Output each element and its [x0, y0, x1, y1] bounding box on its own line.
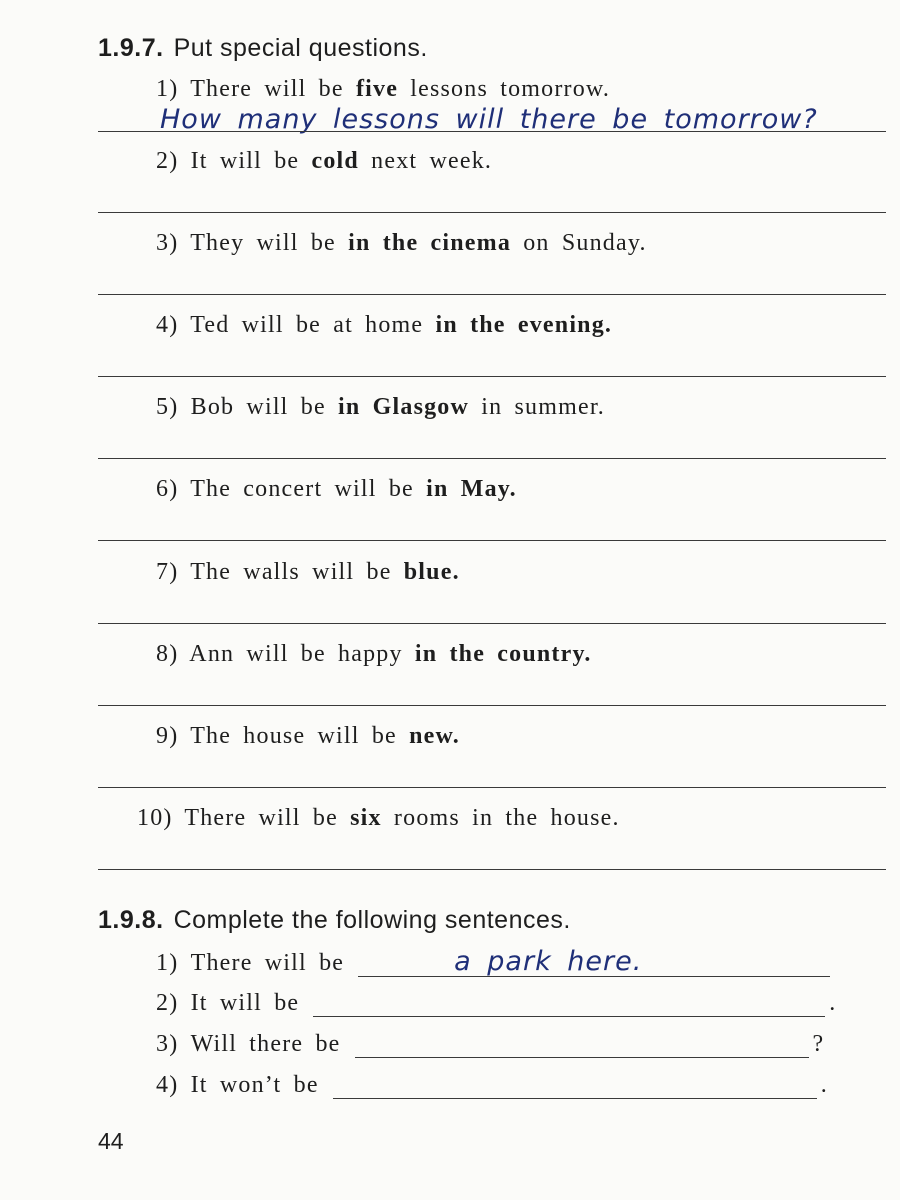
exercise-197-title: Put special questions. [173, 34, 428, 62]
handwritten-answer: a park here. [454, 946, 643, 977]
item-bold-text: in the evening. [435, 312, 613, 338]
question-item-10 [137, 805, 620, 832]
item-text: The concert will be [190, 476, 427, 502]
completion-item-3 [156, 1031, 824, 1058]
fill-blank-2[interactable] [313, 994, 825, 1017]
question-item-3 [156, 230, 647, 257]
item-bold-text: blue. [403, 559, 460, 585]
answer-line-9[interactable] [98, 787, 886, 788]
item-text: Bob will be [190, 394, 339, 420]
question-item-7 [156, 559, 460, 586]
item-text-end: next week. [358, 148, 493, 174]
answer-line-4[interactable] [98, 376, 886, 377]
item-bold-text: five [355, 76, 399, 102]
item-number: 7) [156, 559, 179, 585]
item-bold-text: in the country. [414, 641, 592, 667]
fill-blank-1[interactable] [358, 946, 830, 977]
item-text: There will be [190, 950, 345, 976]
answer-line-3[interactable] [98, 294, 886, 295]
item-bold-text: new. [409, 723, 460, 749]
item-number: 1) [156, 76, 179, 102]
item-end-punctuation: . [829, 990, 837, 1016]
question-item-6 [156, 476, 517, 503]
item-number: 5) [156, 394, 179, 420]
exercise-198-header [98, 906, 571, 935]
fill-blank-4[interactable] [333, 1076, 817, 1099]
question-item-8 [156, 641, 592, 668]
item-number: 3) [156, 230, 179, 256]
question-item-2 [156, 148, 492, 175]
item-number: 4) [156, 312, 179, 338]
item-text: The walls will be [190, 559, 404, 585]
item-text: The house will be [190, 723, 410, 749]
completion-item-1 [156, 946, 834, 977]
item-text: Will there be [190, 1031, 341, 1057]
exercise-197-number: 1.9.7. [98, 34, 164, 62]
item-number: 8) [156, 641, 179, 667]
item-text-end: rooms in the house. [381, 805, 620, 831]
answer-line-6[interactable] [98, 540, 886, 541]
item-bold-text: cold [311, 148, 359, 174]
item-number: 2) [156, 148, 179, 174]
item-text: Ted will be at home [190, 312, 436, 338]
item-number: 1) [156, 950, 179, 976]
question-item-9 [156, 723, 460, 750]
answer-line-7[interactable] [98, 623, 886, 624]
item-text: It won’t be [190, 1072, 319, 1098]
answer-line-8[interactable] [98, 705, 886, 706]
item-text: It will be [190, 148, 312, 174]
item-number: 2) [156, 990, 179, 1016]
answer-line-5[interactable] [98, 458, 886, 459]
item-text: It will be [190, 990, 300, 1016]
item-text: They will be [190, 230, 349, 256]
page-number: 44 [98, 1128, 124, 1154]
answer-line-2[interactable] [98, 212, 886, 213]
question-item-1 [156, 76, 610, 103]
question-item-4 [156, 312, 612, 339]
item-number: 3) [156, 1031, 179, 1057]
question-item-5 [156, 394, 605, 421]
item-bold-text: in the cinema [348, 230, 512, 256]
completion-item-4 [156, 1072, 828, 1099]
handwritten-answer-1: How many lessons will there be tomorrow? [160, 104, 818, 135]
item-end-punctuation: . [820, 1072, 828, 1098]
item-bold-text: in May. [426, 476, 517, 502]
item-text: Ann will be happy [189, 641, 415, 667]
item-text-end: in summer. [469, 394, 605, 420]
item-text: There will be [184, 805, 351, 831]
answer-line-1[interactable] [98, 131, 886, 132]
item-number: 6) [156, 476, 179, 502]
item-number: 10) [137, 805, 173, 831]
item-text: There will be [190, 76, 356, 102]
item-number: 9) [156, 723, 179, 749]
fill-blank-3[interactable] [355, 1035, 809, 1058]
completion-item-2 [156, 990, 836, 1017]
answer-line-10[interactable] [98, 869, 886, 870]
item-end-punctuation: ? [812, 1031, 825, 1057]
item-text-end: lessons tomorrow. [398, 76, 611, 102]
exercise-198-number: 1.9.8. [98, 906, 164, 934]
exercise-197-header [98, 34, 428, 63]
item-text-end: on Sunday. [511, 230, 647, 256]
item-bold-text: in Glasgow [338, 394, 470, 420]
item-bold-text: six [350, 805, 382, 831]
exercise-198-title: Complete the following sentences. [173, 906, 571, 934]
item-number: 4) [156, 1072, 179, 1098]
